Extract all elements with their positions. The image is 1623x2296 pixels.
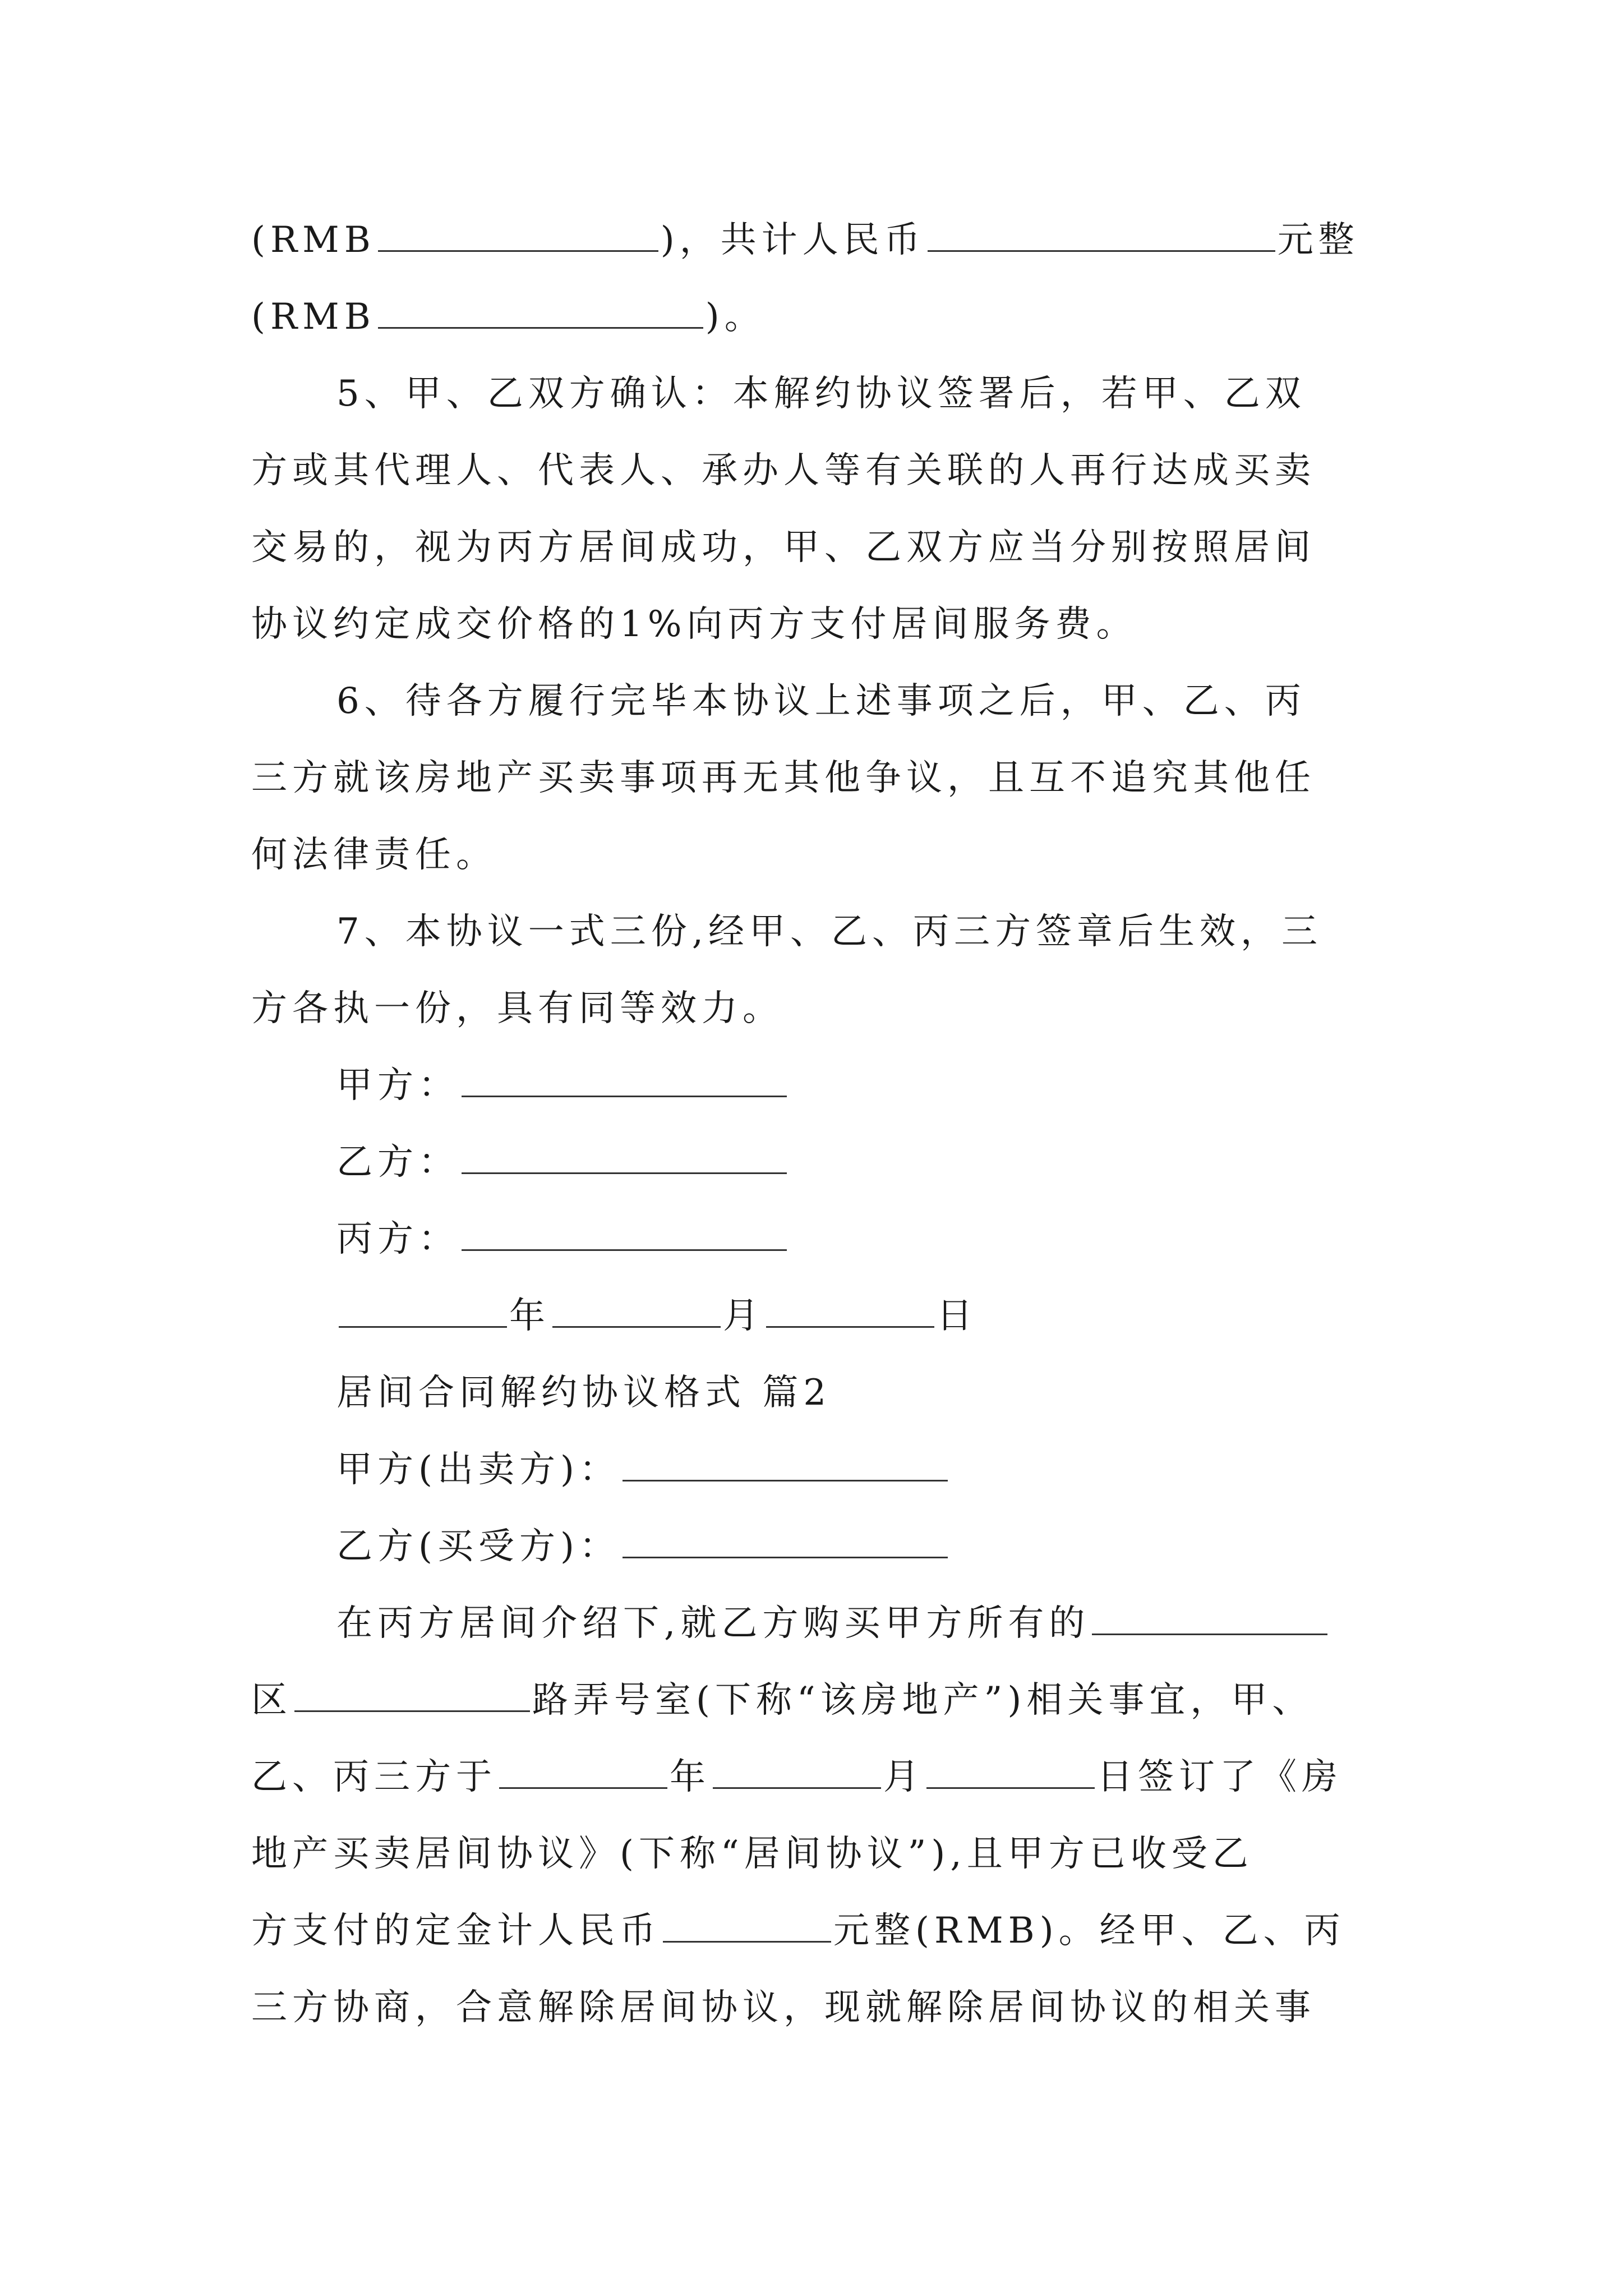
text: 在丙方居间介绍下,就乙方购买甲方所有的	[336, 1603, 1090, 1644]
signature-label: 甲方：	[336, 1065, 459, 1106]
date-line	[251, 1278, 1384, 1355]
party-blank	[623, 1453, 948, 1481]
party-blank	[623, 1530, 948, 1558]
signature-party-b	[251, 1124, 1384, 1201]
text: 月	[883, 1756, 924, 1798]
date-day-label: 日	[937, 1295, 978, 1337]
party-buyer	[251, 1508, 1384, 1585]
text: 元整	[1277, 219, 1359, 261]
blank-field	[713, 1760, 881, 1789]
text: 日签订了《房	[1097, 1756, 1343, 1798]
blank-field	[378, 223, 658, 252]
text: 方支付的定金计人民币	[251, 1910, 661, 1952]
month-blank	[552, 1299, 721, 1328]
text: 路弄号室(下称“该房地产”)相关事宜，甲、	[532, 1680, 1313, 1721]
paragraph-6-line: 何法律责任。	[251, 834, 497, 876]
intro-line	[251, 1662, 1384, 1739]
paragraph-5-line: 5、甲、乙双方确认：本解约协议签署后，若甲、乙双	[336, 373, 1306, 415]
text: )。	[705, 296, 766, 338]
blank-field	[663, 1914, 831, 1943]
day-blank	[766, 1299, 934, 1328]
intro-line	[251, 1739, 1384, 1816]
intro-line	[251, 1893, 1384, 1970]
text: (RMB	[251, 219, 376, 261]
document-page	[251, 202, 1384, 2046]
paragraph-5-line: 方或其代理人、代表人、承办人等有关联的人再行达成买卖	[251, 450, 1316, 491]
section-title: 居间合同解约协议格式 篇2	[336, 1372, 832, 1414]
signature-party-c	[251, 1201, 1384, 1278]
year-blank	[339, 1299, 507, 1328]
blank-field	[928, 223, 1275, 252]
text: (RMB	[251, 296, 376, 338]
blank-field	[378, 300, 703, 329]
text: 乙、丙三方于	[251, 1756, 497, 1798]
intro-line	[251, 1585, 1384, 1662]
paragraph-5-line: 协议约定成交价格的1%向丙方支付居间服务费。	[251, 604, 1137, 645]
party-seller	[251, 1432, 1384, 1508]
text: 元整(RMB)。经甲、乙、丙	[833, 1910, 1345, 1952]
blank-field	[499, 1760, 667, 1789]
signature-blank	[462, 1222, 787, 1251]
text: 年	[670, 1756, 711, 1798]
intro-line: 地产买卖居间协议》(下称“居间协议”),且甲方已收受乙	[251, 1833, 1253, 1875]
paragraph-5-line: 交易的，视为丙方居间成功，甲、乙双方应当分别按照居间	[251, 527, 1316, 568]
blank-field	[926, 1760, 1095, 1789]
date-month-label: 月	[723, 1295, 764, 1337]
party-label: 乙方(买受方)：	[336, 1526, 620, 1567]
blank-field	[294, 1683, 530, 1712]
paragraph-6-line: 6、待各方履行完毕本协议上述事项之后，甲、乙、丙	[336, 680, 1306, 722]
date-year-label: 年	[509, 1295, 550, 1337]
paragraph-7-line: 方各执一份，具有同等效力。	[251, 988, 783, 1029]
signature-label: 乙方：	[336, 1142, 459, 1183]
signature-blank	[462, 1145, 787, 1174]
signature-party-a	[251, 1047, 1384, 1124]
paragraph-7-line: 7、本协议一式三份,经甲、乙、丙三方签章后生效，三	[336, 911, 1323, 953]
text-line	[251, 202, 1384, 279]
signature-blank	[462, 1069, 787, 1097]
party-label: 甲方(出卖方)：	[336, 1449, 620, 1490]
text: 区	[251, 1680, 292, 1721]
intro-line: 三方协商，合意解除居间协议，现就解除居间协议的相关事	[251, 1987, 1316, 2028]
signature-label: 丙方：	[336, 1218, 459, 1260]
text-line	[251, 279, 1384, 356]
text: )，共计人民币	[660, 219, 925, 261]
blank-field	[1092, 1607, 1327, 1635]
paragraph-6-line: 三方就该房地产买卖事项再无其他争议，且互不追究其他任	[251, 757, 1316, 799]
